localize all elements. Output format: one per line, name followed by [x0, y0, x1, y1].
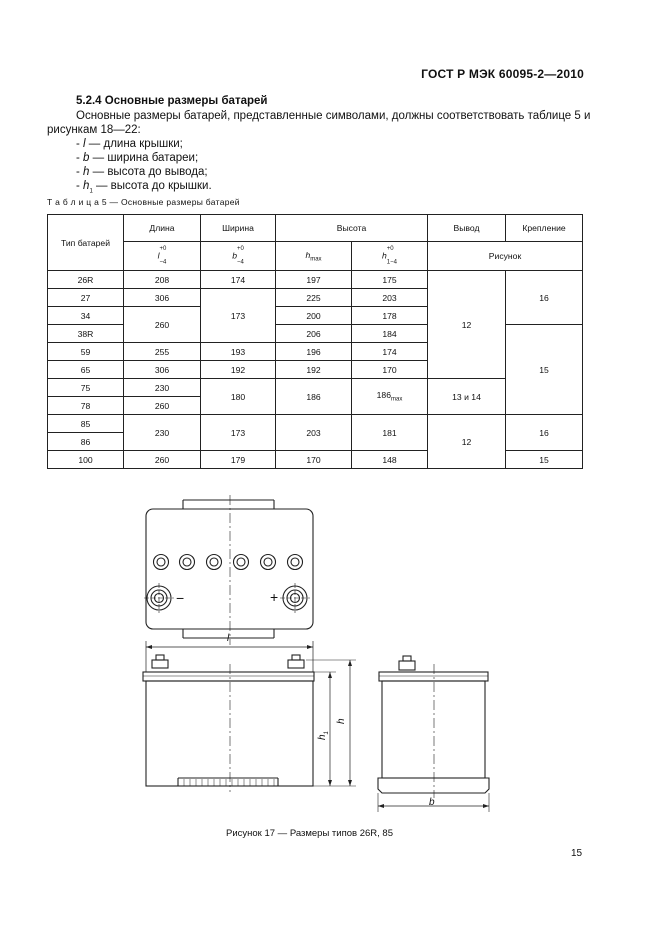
header-mount: Крепление	[506, 215, 583, 242]
cell-width: 173	[201, 415, 276, 451]
cell-width: 180	[201, 379, 276, 415]
dim-h1-label: $h_1$	[317, 731, 330, 740]
header-type: Тип батарей	[48, 215, 124, 271]
cell-length: 260	[124, 451, 201, 469]
cell-h: 203	[276, 415, 352, 451]
header-length: Длина	[124, 215, 201, 242]
list-item: - b — ширина батареи;	[76, 152, 199, 164]
cell-terminal: 12	[428, 271, 506, 379]
cell-width: 193	[201, 343, 276, 361]
battery-top-view	[144, 495, 313, 645]
header-figure: Рисунок	[428, 242, 583, 271]
header-width: Ширина	[201, 215, 276, 242]
cell-length: 260	[124, 397, 201, 415]
cell-h1: 148	[352, 451, 428, 469]
cell-h: 192	[276, 361, 352, 379]
header-h1-symbol: $h^{+0}$ $_{1-4}$	[352, 242, 428, 271]
cell-terminal: 12	[428, 415, 506, 469]
battery-front-view	[143, 641, 356, 792]
cell-type: 86	[48, 433, 124, 451]
cell-type: 85	[48, 415, 124, 433]
cell-type: 78	[48, 397, 124, 415]
cell-h: 170	[276, 451, 352, 469]
cell-type: 34	[48, 307, 124, 325]
cell-mount: 15	[506, 451, 583, 469]
cell-length: 230	[124, 379, 201, 397]
intro-line-1: Основные размеры батарей, представленные символами, должны соответствовать таблице 5 и	[76, 110, 591, 122]
list-item: - h — высота до вывода;	[76, 166, 208, 178]
cell-caps	[154, 555, 303, 570]
section-title: 5.2.4 Основные размеры батарей	[76, 95, 268, 107]
cell-length: 306	[124, 361, 201, 379]
cell-mount: 16	[506, 415, 583, 451]
header-b-symbol: $b^{+0}$ $_{-4}$	[201, 242, 276, 271]
cell-h1: 170	[352, 361, 428, 379]
cell-type: 38R	[48, 325, 124, 343]
cell-h: 206	[276, 325, 352, 343]
cell-type: 26R	[48, 271, 124, 289]
cell-h1: 181	[352, 415, 428, 451]
dim-l-label: l	[227, 633, 230, 644]
cell-h: 200	[276, 307, 352, 325]
header-l-symbol: $l^{+0}$ $_{-4}$	[124, 242, 201, 271]
list-item: - $h_1$ — высота до крышки.	[76, 180, 212, 195]
cell-h1: 174	[352, 343, 428, 361]
cell-h: 197	[276, 271, 352, 289]
cell-width: 174	[201, 271, 276, 289]
cell-h1: $186_{max}$	[352, 379, 428, 415]
table-caption: Т а б л и ц а 5 — Основные размеры батарей	[47, 197, 240, 207]
header-height: Высота	[276, 215, 428, 242]
cell-type: 100	[48, 451, 124, 469]
figure-caption: Рисунок 17 — Размеры типов 26R, 85	[226, 828, 393, 839]
header-h-symbol: $h_{max}$	[276, 242, 352, 271]
dim-b-label: b	[429, 797, 435, 808]
cell-type: 59	[48, 343, 124, 361]
cell-width: 173	[201, 289, 276, 343]
cell-type: 27	[48, 289, 124, 307]
cell-h: 225	[276, 289, 352, 307]
cell-length: 306	[124, 289, 201, 307]
intro-line-2: рисункам 18—22:	[47, 124, 141, 136]
cell-type: 65	[48, 361, 124, 379]
cell-h1: 203	[352, 289, 428, 307]
cell-h: 196	[276, 343, 352, 361]
cell-mount: 16	[506, 271, 583, 325]
cell-terminal: 13 и 14	[428, 379, 506, 415]
list-item: - l — длина крышки;	[76, 138, 183, 150]
cell-length: 255	[124, 343, 201, 361]
cell-length: 208	[124, 271, 201, 289]
cell-width: 192	[201, 361, 276, 379]
header-terminal: Вывод	[428, 215, 506, 242]
cell-type: 75	[48, 379, 124, 397]
cell-mount: 15	[506, 325, 583, 415]
standard-header: ГОСТ Р МЭК 60095-2—2010	[421, 67, 584, 81]
minus-sign: −	[176, 590, 185, 606]
cell-length: 230	[124, 415, 201, 451]
terminals	[144, 583, 310, 613]
battery-side-view	[378, 656, 489, 812]
dim-h-label: h	[336, 718, 347, 724]
cell-h1: 184	[352, 325, 428, 343]
cell-width: 179	[201, 451, 276, 469]
page-number: 15	[571, 848, 583, 859]
cell-h1: 175	[352, 271, 428, 289]
plus-sign: +	[270, 589, 279, 605]
cell-h: 186	[276, 379, 352, 415]
cell-h1: 178	[352, 307, 428, 325]
cell-length: 260	[124, 307, 201, 343]
